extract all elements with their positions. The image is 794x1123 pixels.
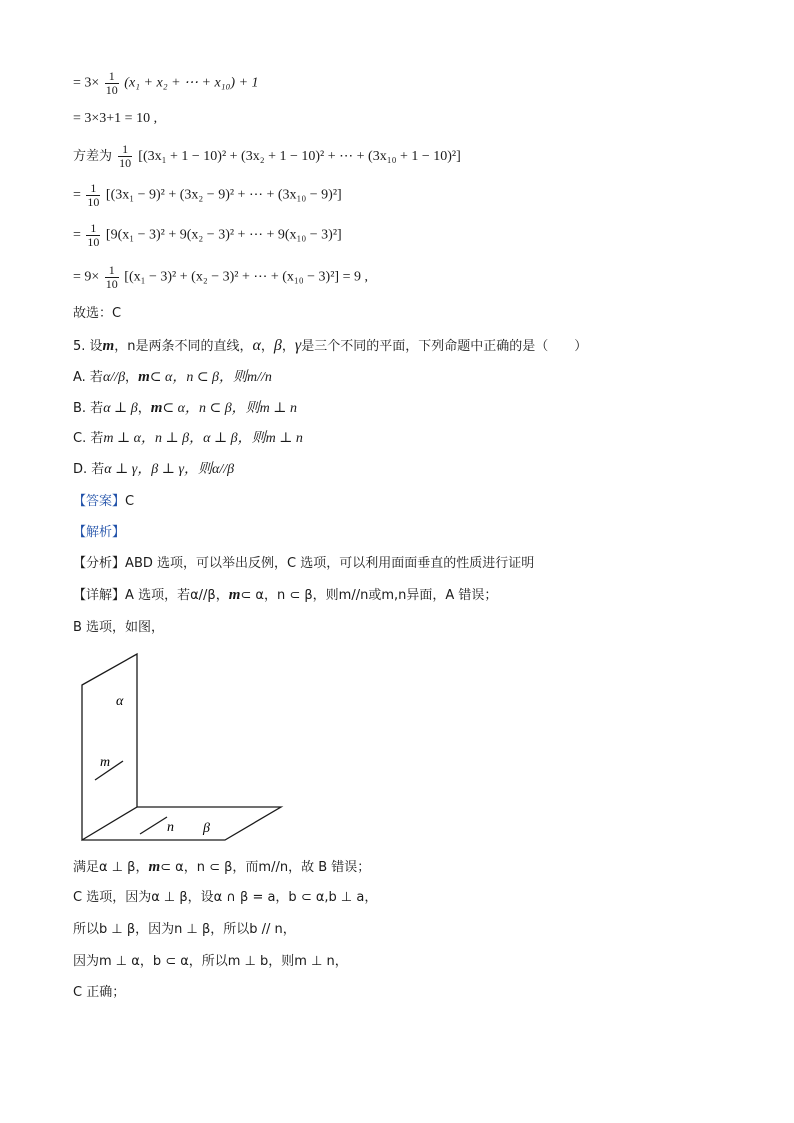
variance-expression-4: [(x₁ − 3)² + (x₂ − 3)² + ⋯ + (x₁₀ − 3)²] = 9 ,	[124, 269, 368, 285]
option-text: ⊂ α，	[149, 370, 187, 385]
label-m: m	[100, 755, 111, 770]
fraction-numerator: 1	[105, 70, 119, 84]
variance-expression-3: [9(x₁ − 3)² + 9(x₂ − 3)² + ⋯ + 9(x₁₀ − 3)²]	[105, 227, 342, 243]
fraction-numerator: 1	[105, 264, 119, 278]
jiexi-tag: 解析	[86, 525, 113, 540]
question-5-stem	[73, 337, 587, 356]
var-m: m	[148, 859, 161, 875]
bracket-close: 】	[112, 556, 126, 571]
variance-line-3	[73, 222, 342, 249]
separator: ，	[114, 339, 128, 354]
option-text: α ⊥ γ	[104, 462, 138, 477]
option-text: α//β	[102, 370, 126, 385]
c-line-4: C 正确；	[73, 985, 126, 1000]
b-intro: B 选项，如图，	[73, 620, 165, 635]
option-text: ⊂ α，	[162, 401, 199, 416]
option-label: A. 若	[73, 370, 103, 385]
xiangjie-line	[73, 586, 497, 605]
option-d	[73, 461, 234, 479]
bracket-close: 】	[112, 588, 126, 603]
question-number: 5. 设	[73, 339, 103, 354]
stem-lines-text: n是两条不同的直线，	[127, 339, 253, 354]
option-label: D. 若	[73, 462, 105, 477]
plane-alpha	[82, 654, 137, 840]
option-b	[73, 399, 297, 418]
option-text: n ⊂ β	[186, 370, 220, 385]
variance-line-1	[73, 143, 461, 170]
bracket-open: 【	[73, 525, 87, 540]
option-tail: ，则m ⊥ n	[231, 401, 297, 416]
b-conclusion-text: 满足α ⊥ β，	[73, 860, 149, 875]
variance-line-4	[73, 264, 368, 291]
option-tail: ，β ⊥ γ，则α//β	[137, 462, 235, 477]
option-c	[73, 430, 303, 448]
plane-beta	[82, 807, 281, 840]
option-tail: ，n ⊥ β，α ⊥ β，则m ⊥ n	[140, 431, 303, 446]
label-n: n	[167, 820, 174, 835]
fraction-one-tenth	[118, 143, 132, 170]
label-alpha: α	[116, 694, 124, 709]
equals-nine-times: = 9×	[73, 269, 100, 285]
variance-line-2	[73, 182, 342, 209]
xiangjie-text: A 选项，若α//β，	[125, 588, 229, 603]
var-m: m	[150, 400, 163, 416]
xiangjie-tag: 详解	[86, 588, 113, 603]
planes-figure	[70, 650, 290, 845]
mean-sum-expression: (x₁ + x₂ + ⋯ + x₁₀) + 1	[124, 75, 259, 91]
b-conclusion-text: ⊂ α，n ⊂ β，而m//n，故 B 错误；	[160, 860, 371, 875]
fraction-denominator: 10	[87, 195, 100, 209]
separator: ，	[281, 339, 295, 354]
fraction-denominator: 10	[119, 156, 132, 170]
fenxi-text: ABD 选项，可以举出反例，C 选项，可以利用面面垂直的性质进行证明	[125, 556, 535, 571]
var-m: m	[138, 369, 150, 385]
equals-sign: =	[73, 187, 81, 203]
answer-value: C	[125, 494, 135, 509]
variance-expression-2: [(3x₁ − 9)² + (3x₂ − 9)² + ⋯ + (3x₁₀ − 9)²]	[105, 187, 342, 203]
answer-tag: 答案	[86, 494, 113, 509]
variance-expression-1: [(3x₁ + 1 − 10)² + (3x₂ + 1 − 10)² + ⋯ + (3x₁₀ + 1 − 10)²]	[138, 149, 461, 164]
fraction-denominator: 10	[105, 277, 118, 291]
equals-sign: =	[73, 227, 81, 243]
label-beta: β	[203, 821, 210, 836]
fraction-one-tenth	[105, 264, 119, 291]
fraction-denominator: 10	[87, 235, 100, 249]
var-gamma: γ	[294, 337, 302, 354]
mean-line-1	[73, 70, 259, 97]
b-conclusion	[73, 858, 370, 877]
fenxi-line	[73, 555, 534, 573]
bracket-close: 】	[112, 494, 126, 509]
option-text: n ⊂ β	[198, 401, 232, 416]
xiangjie-text: ⊂ α，n ⊂ β，则m//n或m,n异面，A 错误；	[240, 588, 498, 603]
fraction-numerator: 1	[118, 143, 132, 157]
var-alpha: α	[252, 337, 261, 354]
fraction-denominator: 10	[105, 83, 118, 97]
c-line-2: 所以b ⊥ β，因为n ⊥ β，所以b // n，	[73, 922, 296, 937]
var-m: m	[102, 338, 115, 354]
fraction-one-tenth	[86, 222, 100, 249]
line-n	[140, 817, 167, 834]
fraction-numerator: 1	[86, 182, 100, 196]
bracket-open: 【	[73, 494, 87, 509]
stem-rest: 是三个不同的平面，下列命题中正确的是（ ）	[301, 339, 588, 354]
separator: ，	[125, 370, 139, 385]
fenxi-tag: 分析	[86, 556, 113, 571]
mean-line-2: = 3×3+1 = 10 ,	[73, 111, 158, 126]
var-m: m	[228, 587, 241, 603]
variance-label: 方差为	[73, 149, 113, 164]
bracket-open: 【	[73, 588, 87, 603]
fraction-one-tenth	[86, 182, 100, 209]
option-label: B. 若	[73, 401, 104, 416]
separator: ，	[260, 339, 274, 354]
option-a	[73, 368, 272, 387]
previous-answer: 故选：C	[73, 306, 122, 321]
option-text: α ⊥ β	[103, 401, 138, 416]
fraction-one-tenth	[105, 70, 119, 97]
jiexi-heading	[73, 524, 125, 542]
mean-prefix: = 3×	[73, 75, 100, 91]
c-line-1: C 选项，因为α ⊥ β，设α ∩ β = a，b ⊂ α,b ⊥ a，	[73, 890, 378, 905]
bracket-close: 】	[112, 525, 126, 540]
var-beta: β	[273, 337, 282, 354]
option-label: C. 若	[73, 431, 104, 446]
fraction-numerator: 1	[86, 222, 100, 236]
c-line-3: 因为m ⊥ α，b ⊂ α，所以m ⊥ b，则m ⊥ n，	[73, 954, 348, 969]
separator: ，	[137, 401, 151, 416]
bracket-open: 【	[73, 556, 87, 571]
option-tail: ，则m//n	[219, 370, 272, 385]
answer-line	[73, 493, 134, 511]
option-text: m ⊥ α	[103, 431, 141, 446]
